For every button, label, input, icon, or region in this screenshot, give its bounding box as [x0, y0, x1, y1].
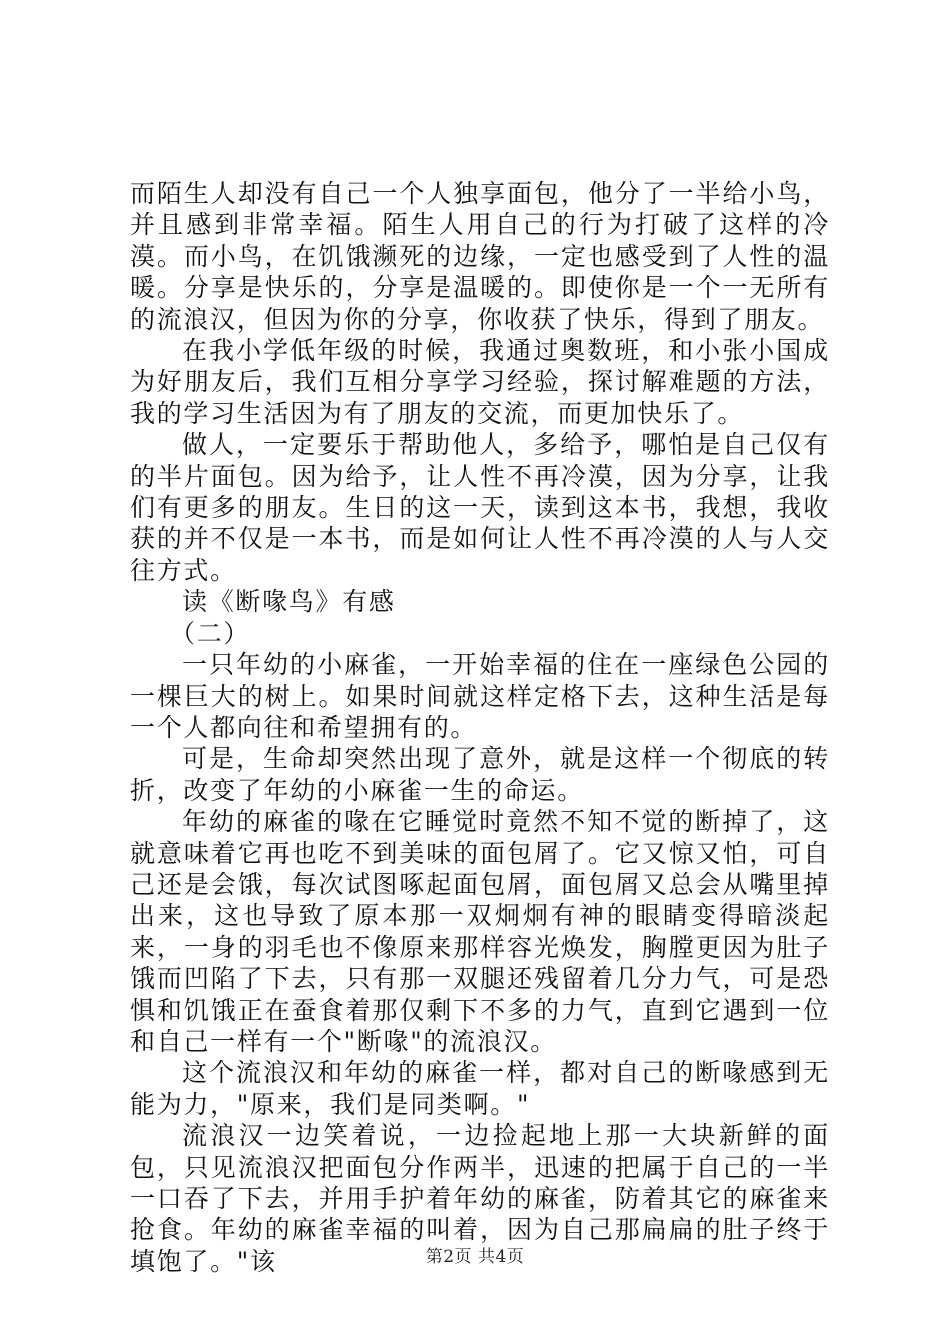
paragraph-3: 做人，一定要乐于帮助他人，多给予，哪怕是自己仅有的半片面包。因为给予，让人性不再冷漠，因为分享，让我们有更多的朋友。生日的这一天，读到这本书，我想，我收获的并不仅是一本书，而是如何让人性不再冷漠的人与人交往方式。 — [130, 430, 830, 585]
paragraph-2: 在我小学低年级的时候，我通过奥数班，和小张小国成为好朋友后，我们互相分享学习经验，探讨解难题的方法，我的学习生活因为有了朋友的交流，而更加快乐了。 — [130, 336, 830, 428]
document-body — [130, 178, 830, 1277]
paragraph-4: 一只年幼的小麻雀，一开始幸福的住在一座绿色公园的一棵巨大的树上。如果时间就这样定格下去，这种生活是每一个人都向往和希望拥有的。 — [130, 650, 830, 742]
page-footer — [0, 1242, 950, 1267]
paragraph-8: 流浪汉一边笑着说，一边捡起地上那一大块新鲜的面包，只见流浪汉把面包分作两半，迅速的把属于自己的一半一口吞了下去，并用手护着年幼的麻雀，防着其它的麻雀来抢食。年幼的麻雀幸福的叫着，因为自己那扁扁的肚子终于填饱了。"该 — [130, 1121, 830, 1276]
paragraph-7: 这个流浪汉和年幼的麻雀一样，都对自己的断喙感到无能为力，"原来，我们是同类啊。" — [130, 1058, 830, 1119]
section-title: 读《断喙鸟》有感 — [182, 587, 396, 617]
page-number-label: 第2页 共4页 — [425, 1247, 525, 1267]
paragraph-1: 而陌生人却没有自己一个人独享面包，他分了一半给小鸟，并且感到非常幸福。陌生人用自己的行为打破了这样的冷漠。而小鸟，在饥饿濒死的边缘，一定也感受到了人性的温暖。分享是快乐的，分享是温暖的。即使你是一个一无所有的流浪汉，但因为你的分享，你收获了快乐，得到了朋友。 — [130, 179, 830, 334]
section-number: （二） — [170, 618, 251, 648]
paragraph-6: 年幼的麻雀的喙在它睡觉时竟然不知不觉的断掉了，这就意味着它再也吃不到美味的面包屑了。它又惊又怕，可自己还是会饿，每次试图啄起面包屑，面包屑又总会从嘴里掉出来，这也导致了原本那一双炯炯有神的眼睛变得暗淡起来，一身的羽毛也不像原来那样容光焕发，胸膛更因为肚子饿而凹陷了下去，只有那一双腿还残留着几分力气，可是恐惧和饥饿正在蚕食着那仅剩下不多的力气，直到它遇到一位和自己一样有一个"断喙"的流浪汉。 — [130, 807, 830, 1056]
paragraph-5: 可是，生命却突然出现了意外，就是这样一个彻底的转折，改变了年幼的小麻雀一生的命运。 — [130, 744, 830, 805]
